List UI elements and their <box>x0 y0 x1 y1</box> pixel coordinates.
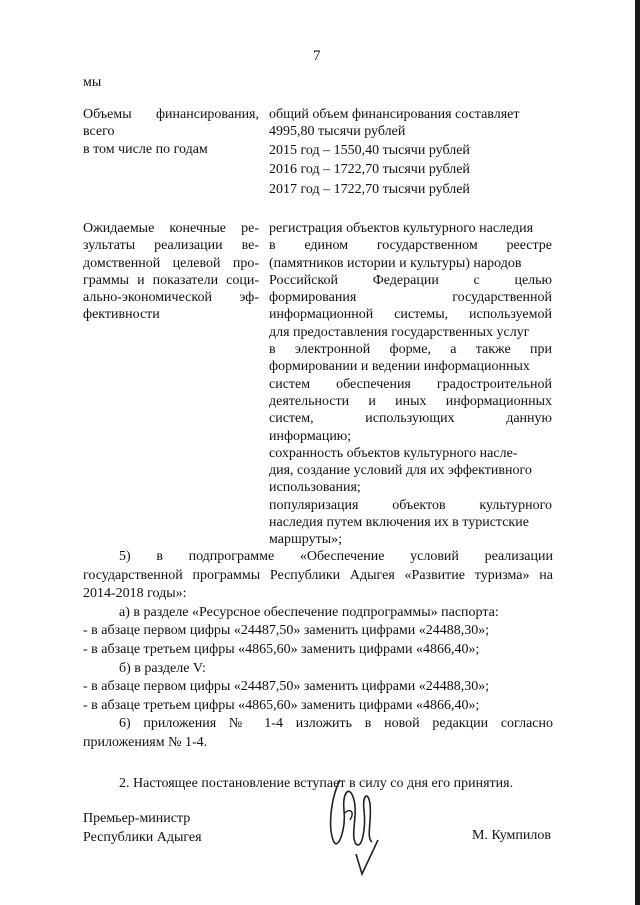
item-a-heading: а) в разделе «Ресурсное обеспечение подпрограммы» паспорта: <box>119 604 499 620</box>
item-a-change: - в абзаце третьем цифры «4865,60» заменить цифрами «4866,40»; <box>83 641 480 657</box>
item-b-change: - в абзаце первом цифры «24487,50» заменить цифрами «24488,30»; <box>83 679 490 695</box>
item-a-change: - в абзаце первом цифры «24487,50» заменить цифрами «24488,30»; <box>83 623 490 639</box>
signatory-title: Премьер-министр Республики Адыгея <box>83 811 202 845</box>
results-row <box>83 220 553 549</box>
paragraph-6-line: 6) приложения № 1-4 изложить в новой редакции согласно <box>119 716 553 732</box>
continuation-word: мы <box>83 75 102 90</box>
signatory-name: М. Кумпилов <box>472 828 551 843</box>
page-number: 7 <box>313 48 321 64</box>
amendments-body <box>83 548 553 753</box>
financing-row <box>83 106 553 199</box>
item-b-change: - в абзаце третьем цифры «4865,60» заменить цифрами «4866,40»; <box>83 697 480 713</box>
final-clause: 2. Настоящее постановление вступает в силу со дня его принятия. <box>119 776 514 791</box>
paragraph-5-line: государственной программы Республики Адыгея «Развитие туризма» на <box>83 567 553 583</box>
results-value: регистрация объектов культурного наследия в едином государственном реестре (памятников истории и культуры) народов Российской Федерации с целью формирования государственной информационной системы, используемой для предоставления государственных услуг в электронной форме, а также при формировании и ведении информационных систем обеспечения градостроительной деятельности и иных информационных систем, использующих данную информацию; сохранность объектов культурного насле- дия, создание условий для их эффективного использования; популяризация объектов культурного наследия путем включения их в туристские маршруты»; <box>269 221 552 548</box>
handwritten-signature <box>320 770 390 880</box>
financing-label: Объемы финансирования, всего в том числе по годам <box>83 107 259 157</box>
paragraph-5-line: 2014-2018 годы»: <box>83 586 187 602</box>
financing-value: общий объем финансирования составляет 4995,80 тысячи рублей 2015 год – 1550,40 тысячи рублей 2016 год – 1722,70 тысячи рублей 2017 год – 1722,70 тысячи рублей <box>269 107 520 197</box>
item-b-heading: б) в разделе V: <box>119 660 206 676</box>
scan-edge <box>635 0 640 905</box>
paragraph-6-line: приложениям № 1-4. <box>83 734 208 750</box>
results-label: Ожидаемые конечные ре- зультаты реализации ве- домственной целевой про- граммы и показатели соци- ально-экономической эф- фективности <box>83 221 259 323</box>
paragraph-5-line: 5) в подпрограмме «Обеспечение условий реализации <box>119 549 553 564</box>
